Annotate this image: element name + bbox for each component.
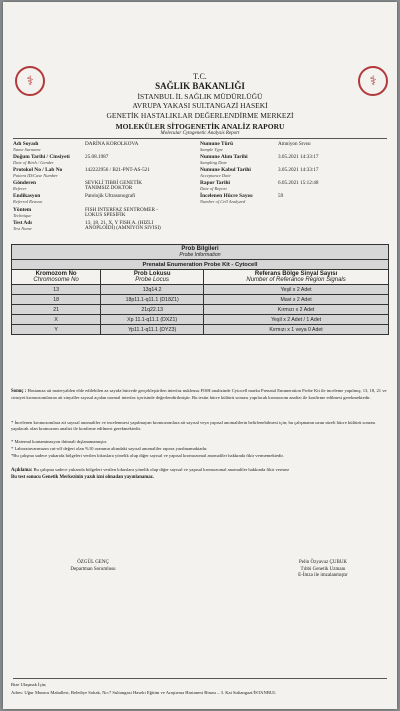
info-label-protocol: Protokol No / Lab No Patient ID/Case Number <box>13 167 63 178</box>
explanation-label: Açıklama: <box>11 468 33 473</box>
footer-contact-label: Bize Ulaşmak İçin; <box>11 682 47 687</box>
cell-signal: Kırmızı x 2 Adet <box>204 305 389 315</box>
cell-chr: X <box>12 315 101 325</box>
info-label-referer: Gönderen Referer <box>13 180 36 191</box>
table-row <box>12 315 389 325</box>
info-label-sample-type: Numune Türü Sample Type <box>200 141 234 152</box>
cell-locus: 13q14.2 <box>101 285 204 295</box>
table-row <box>12 325 389 335</box>
sampling-date: 3.05.2021 14:33:17 <box>278 154 319 160</box>
table-row <box>12 295 389 305</box>
info-label-cell-count: İncelenen Hücre Sayısı Number of Cell Analyzed <box>200 193 253 204</box>
table-title-en: Probe Information <box>179 252 221 258</box>
left-signer-title: Departman Sorumlusu <box>70 566 116 572</box>
cell-signal: Kırmızı x 1 veya 0 Adet <box>204 325 389 335</box>
report-title: MOLEKÜLER SİTOGENETİK ANALİZ RAPORU <box>115 122 285 131</box>
esign-note: E-İmza ile imzalanmıştır <box>298 573 348 578</box>
protocol-number: 142222956 / B21-PNT-AS-521 <box>85 167 150 173</box>
result-label: Sonuç : <box>11 389 27 394</box>
right-signer-name: Pelin Özyavuz ÇUBUK <box>298 560 348 565</box>
technique: FISH INTERFAZ SENTROMER - LOKUS SPESİFİK <box>85 207 158 219</box>
col-header-locus: Prob Lokusu Probe Locus <box>101 270 204 285</box>
right-signer-title: Tıbbi Genetik Uzmanı <box>300 566 346 572</box>
note-1: * İncelenen kromozomlara ait sayısal anomaliler ve incelenmesi yapılmayan kromozomlara ait sayısal veya yapısal anomalilerin belirlenebilmesi için; bu çalışmanın uzun süreli hücre kültürü sonrası yapılacak olan kromozom analizi ile konfirme edilmesi gerekmektedir. <box>11 420 376 432</box>
right-signature <box>268 560 378 580</box>
table-row <box>12 305 389 315</box>
acceptance-date: 3.05.2021 14:33:17 <box>278 167 319 173</box>
cell-locus: Yp11.1-q11.1 (DYZ3) <box>101 325 204 335</box>
note-2: * Maternal kontaminasyon ihtimali dışlanamamıştır. <box>11 439 108 444</box>
info-label-dob: Doğum Tarihi / Cinsiyeti Date of Birth / Gender <box>13 154 70 165</box>
header-directorate: İSTANBUL İL SAĞLIK MÜDÜRLÜĞÜ <box>137 92 263 101</box>
footer-divider <box>13 678 387 679</box>
cell-locus: 21q22.13 <box>101 305 204 315</box>
cell-chr: Y <box>12 325 101 335</box>
sample-type: Amniyon Sıvısı <box>278 141 311 147</box>
header-tc: T.C. <box>193 72 207 81</box>
explanation-text: Bu çalışma sadece yukarıda bölgeleri verilen lokuslara yönelik olup diğer sayısal ve yapısal kromozomal anomaliler hakkında fikir vermez <box>33 467 289 472</box>
explanation-section <box>11 467 391 482</box>
divider <box>13 138 387 139</box>
cell-locus: Xp 11.1-q11.1 (DXZ1) <box>101 315 204 325</box>
table-kit: Prenatal Enumeration Probe Kit - Cytocell <box>12 260 389 270</box>
col-header-signal: Referans Bölge Sinyal Sayısı Number of Referance Region Signals <box>204 270 389 285</box>
table-title: Prob Bilgileri <box>181 246 219 252</box>
info-label-indication: Endikasyon Referral Reason <box>13 193 43 204</box>
info-label-report-date: Rapor Tarihi Date of Report <box>200 180 231 191</box>
cell-locus: 18p11.1-q11.1 (D18Z1) <box>101 295 204 305</box>
note-4: *Bu çalışma sadece yukarıda bölgeleri verilen lokuslara yönelik olup diğer sayısal ve yapısal kromozomal anomaliler hakkında fikir vermemektedir. <box>11 453 284 458</box>
patient-name: DARİNA KOROLKOVA <box>85 141 139 147</box>
test-name: 13, 18, 21, X, Y FISH A. (HIZLI ANÖPLOİDİ) (AMNİYON SIVISI) <box>85 220 161 232</box>
col-header-chromosome: Kromozom No Chromosome No <box>12 270 101 285</box>
report-subtitle: Molecular Cytogenetic Analysis Report <box>160 131 240 136</box>
hospital-logo-icon: ⚕ <box>358 66 388 96</box>
probe-table <box>11 244 389 335</box>
info-label-technique: Yöntem Technique <box>13 207 32 218</box>
result-section <box>11 388 391 402</box>
header-ministry: SAĞLIK BAKANLIĞI <box>155 81 245 91</box>
info-label-name: Adı Soyadı Name Surname <box>13 141 41 152</box>
ministry-logo-icon: ⚕ <box>15 66 45 96</box>
explanation-bold: Bu test sonucu Genetik Merkezinin yazılı izni olmadan yayınlanamaz. <box>11 475 154 481</box>
footer-address: Adres: Uğur Mumcu Mahallesi, Belediye Sokak, No:7 Sultangazi Haseki Eğitim ve Araştırma Hastanesi Binası – 3. Kat Sultangazi/İSTANBUL <box>11 690 277 695</box>
report-page <box>3 2 397 709</box>
referer: SEVKLİ TIBBİ GENETİK TANIMSIZ DOKTOR <box>85 180 142 192</box>
patient-dob: 25.08.1987 <box>85 154 109 160</box>
report-date: 6.05.2021 15:12:48 <box>278 180 319 186</box>
cell-chr: 18 <box>12 295 101 305</box>
cell-chr: 21 <box>12 305 101 315</box>
cell-chr: 13 <box>12 285 101 295</box>
cell-signal: Yeşil x 2 Adet <box>204 285 389 295</box>
result-text: Hastanıza ait materyalden elde edilebilen az sayıda hücrede gerçekleştirilen interfaz nukleusu FISH analizinde Cytocell marka Prenatal Enumeration Probe Kit ile inceleme yapılmış; 13, 18, 21 ve cinsiyet kromozomlarına ait sinyaller sayısal açıdan normal interfaz içerisinde değerlendirilmiştir. Bu testin hücre kültürü sonrası yapılacak kromozom analizi ile konfirme edilmesi gerekmektedir. <box>11 388 387 401</box>
cell-signal: Yeşil x 2 Adet / 1 Adet <box>204 315 389 325</box>
info-label-sampling-date: Numune Alım Tarihi Sampling Date <box>200 154 248 165</box>
left-signer-name: ÖZGÜL GENÇ <box>77 560 109 565</box>
cell-count: 59 <box>278 193 284 199</box>
cell-signal: Mavi x 2 Adet <box>204 295 389 305</box>
header-center: GENETİK HASTALIKLAR DEĞERLENDİRME MERKEZİ <box>106 111 294 120</box>
info-label-acceptance-date: Numune Kabul Tarihi Acceptance Date <box>200 167 251 178</box>
left-signature <box>43 560 143 573</box>
note-3: * Laboratuvarımızın cut-off değeri olan %10 oranının altındaki sayısal anomaliler rapora yazılmamaktadır. <box>11 446 208 451</box>
header-hospital: AVRUPA YAKASI SULTANGAZİ HASEKİ <box>132 101 268 110</box>
table-row <box>12 285 389 295</box>
indication: Patolojik Ultrasonografi <box>85 193 136 199</box>
info-label-test: Test Adı Test Name <box>13 220 32 231</box>
